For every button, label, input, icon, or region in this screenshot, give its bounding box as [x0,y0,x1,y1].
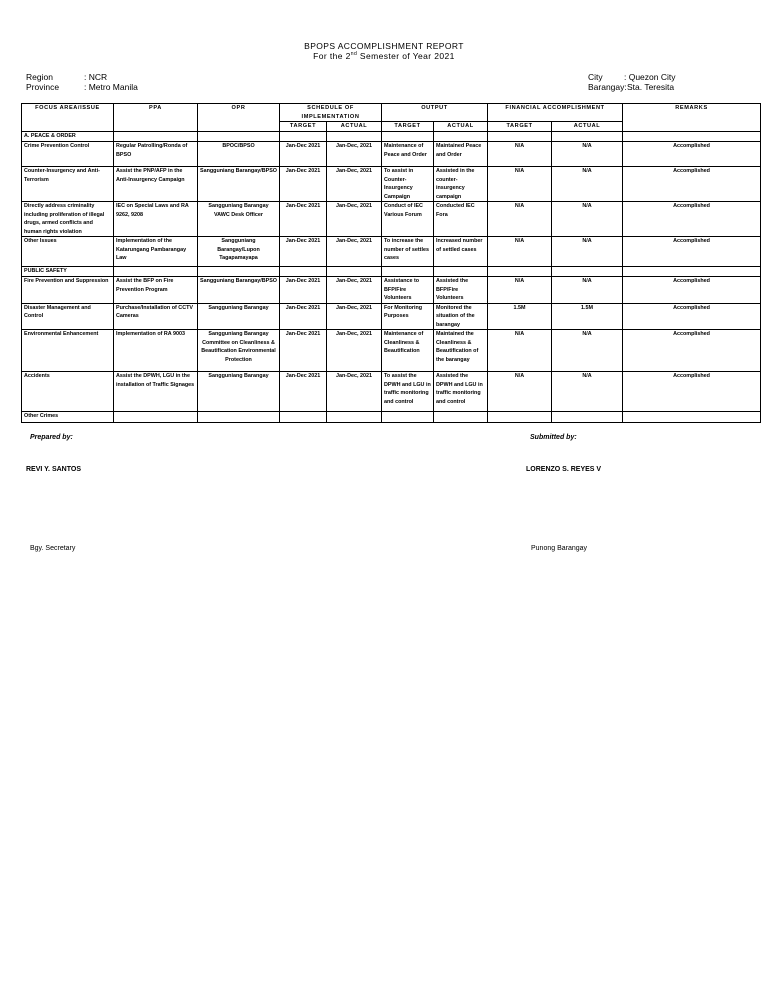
submitted-by-label: Submitted by: [530,434,577,441]
schedule-actual-cell: Jan-Dec, 2021 [327,167,382,202]
focus-cell: Fire Prevention and Suppression [22,277,114,304]
section-row-safety [22,267,761,277]
ppa-cell: Purchase/Installation of CCTV Cameras [114,303,198,330]
financial-actual-cell: N/A [552,202,623,237]
remarks-cell: Accomplished [623,277,761,304]
table-row [22,303,761,330]
financial-target-cell: 1.5M [488,303,552,330]
financial-target-cell: N/A [488,167,552,202]
accomplishment-table [21,103,761,423]
financial-target-cell [488,412,552,423]
table-row [22,167,761,202]
remarks-cell: Accomplished [623,142,761,167]
table-row [22,202,761,237]
ppa-cell: Regular Patrolling/Ronda of BPSO [114,142,198,167]
schedule-actual-cell [327,412,382,423]
output-actual-cell: Monitored the situation of the barangay [434,303,488,330]
schedule-actual-cell: Jan-Dec, 2021 [327,277,382,304]
financial-actual-cell: N/A [552,372,623,412]
opr-cell: Sangguniang Barangay VAWC Desk Officer [198,202,280,237]
output-actual-cell: Maintained Peace and Order [434,142,488,167]
financial-target-cell: N/A [488,237,552,267]
financial-target-cell: N/A [488,202,552,237]
header-remarks: REMARKS [623,104,761,132]
prepared-name: REVI Y. SANTOS [26,466,81,473]
schedule-actual-cell: Jan-Dec, 2021 [327,142,382,167]
region-value: : NCR [84,72,108,82]
barangay-field [588,82,674,92]
remarks-cell: Accomplished [623,167,761,202]
header-opr: OPR [198,104,280,132]
section-row-peace [22,132,761,142]
output-target-cell: For Monitoring Purposes [382,303,434,330]
opr-cell: Sangguniang Barangay/BPSO [198,277,280,304]
barangay-label: Barangay: [588,82,627,92]
output-actual-cell: Assisted the BFP/Fire Volunteers [434,277,488,304]
financial-actual-cell: N/A [552,277,623,304]
financial-target-cell: N/A [488,372,552,412]
schedule-target-cell: Jan-Dec 2021 [280,330,327,372]
opr-cell: Sangguniang Barangay/Lupon Tagapamayapa [198,237,280,267]
remarks-cell: Accomplished [623,372,761,412]
schedule-target-cell: Jan-Dec 2021 [280,372,327,412]
header-output-target: TARGET [382,122,434,132]
focus-cell: Accidents [22,372,114,412]
table-row [22,412,761,423]
opr-cell: Sangguniang Barangay [198,372,280,412]
remarks-cell: Accomplished [623,202,761,237]
output-actual-cell: Conducted IEC Fora [434,202,488,237]
schedule-target-cell: Jan-Dec 2021 [280,303,327,330]
financial-actual-cell: 1.5M [552,303,623,330]
focus-cell: Other Crimes [22,412,114,423]
output-actual-cell [434,412,488,423]
table-row [22,142,761,167]
city-value: : Quezon City [624,72,676,82]
ppa-cell: Assist the BFP on Fire Prevention Program [114,277,198,304]
header-output: OUTPUT [382,104,488,122]
header-financial-target: TARGET [488,122,552,132]
financial-actual-cell [552,412,623,423]
ppa-cell [114,412,198,423]
output-actual-cell: Increased number of settled cases [434,237,488,267]
schedule-actual-cell: Jan-Dec, 2021 [327,303,382,330]
report-subtitle: For the 2nd Semester of Year 2021 [313,51,455,61]
focus-cell: Directly address criminality including proliferation of illegal drugs, armed conflicts and human rights violation [22,202,114,237]
focus-cell: Other Issues [22,237,114,267]
remarks-cell: Accomplished [623,303,761,330]
schedule-target-cell: Jan-Dec 2021 [280,202,327,237]
province-field [26,82,138,92]
barangay-value: Sta. Teresita [627,82,675,92]
schedule-target-cell: Jan-Dec 2021 [280,142,327,167]
section-peace-label: A. PEACE & ORDER [22,132,114,142]
opr-cell: Sangguniang Barangay/BPSO [198,167,280,202]
focus-cell: Environmental Enhancement [22,330,114,372]
remarks-cell: Accomplished [623,330,761,372]
output-target-cell: Assistance to BFP/Fire Volunteers [382,277,434,304]
submitted-name: LORENZO S. REYES V [526,466,602,473]
region-field [26,72,107,82]
output-actual-cell: Maintained the Cleanliness & Beautification of the barangay [434,330,488,372]
table-row [22,372,761,412]
schedule-actual-cell: Jan-Dec, 2021 [327,372,382,412]
output-target-cell: Maintenance of Peace and Order [382,142,434,167]
financial-target-cell: N/A [488,142,552,167]
focus-cell: Counter-Insurgency and Anti-Terrorism [22,167,114,202]
output-target-cell: To increase the number of settles cases [382,237,434,267]
output-target-cell [382,412,434,423]
header-ppa: PPA [114,104,198,132]
opr-cell [198,412,280,423]
report-title: BPOPS ACCOMPLISHMENT REPORT [304,41,464,51]
header-schedule-actual: ACTUAL [327,122,382,132]
ppa-cell: Assist the DPWH, LGU in the installation of Traffic Signages [114,372,198,412]
ppa-cell: Assist the PNP/AFP in the Anti-Insurgency Campaign [114,167,198,202]
financial-actual-cell: N/A [552,330,623,372]
remarks-cell: Accomplished [623,237,761,267]
city-label: City [588,72,603,82]
financial-actual-cell: N/A [552,142,623,167]
header-financial-actual: ACTUAL [552,122,623,132]
output-target-cell: To assist in Counter-Insurgency Campaign [382,167,434,202]
output-target-cell: Conduct of IEC Various Forum [382,202,434,237]
opr-cell: Sangguniang Barangay Committee on Cleanliness & Beautification Environmental Protection [198,330,280,372]
province-value: : Metro Manila [84,82,138,92]
opr-cell: BPOC/BPSO [198,142,280,167]
schedule-target-cell: Jan-Dec 2021 [280,277,327,304]
table-row [22,277,761,304]
remarks-cell [623,412,761,423]
header-schedule: SCHEDULE OF IMPLEMENTATION [280,104,382,122]
financial-actual-cell: N/A [552,237,623,267]
schedule-target-cell [280,412,327,423]
focus-cell: Disaster Management and Control [22,303,114,330]
province-label: Province [26,82,60,92]
output-actual-cell: Assisted the DPWH and LGU in traffic monitoring and control [434,372,488,412]
focus-cell: Crime Prevention Control [22,142,114,167]
schedule-actual-cell: Jan-Dec, 2021 [327,330,382,372]
prepared-by-label: Prepared by: [30,434,73,441]
ppa-cell: IEC on Special Laws and RA 9262, 9208 [114,202,198,237]
table-row [22,330,761,372]
ppa-cell: Implementation of the Katarungang Pambarangay Law [114,237,198,267]
city-field [588,72,676,82]
output-target-cell: To assist the DPWH and LGU in traffic monitoring and control [382,372,434,412]
submitted-title: Punong Barangay [531,545,588,552]
header-output-actual: ACTUAL [434,122,488,132]
header-focus: FOCUS AREA/ISSUE [22,104,114,132]
output-actual-cell: Assisted in the counter-insurgency campaign [434,167,488,202]
schedule-target-cell: Jan-Dec 2021 [280,237,327,267]
schedule-target-cell: Jan-Dec 2021 [280,167,327,202]
schedule-actual-cell: Jan-Dec, 2021 [327,237,382,267]
region-label: Region [26,72,53,82]
section-safety-label: PUBLIC SAFETY [22,267,114,277]
output-target-cell: Maintenance of Cleanliness & Beautification [382,330,434,372]
table-row [22,237,761,267]
financial-target-cell: N/A [488,277,552,304]
schedule-actual-cell: Jan-Dec, 2021 [327,202,382,237]
opr-cell: Sangguniang Barangay [198,303,280,330]
header-financial: FINANCIAL ACCOMPLISHMENT [488,104,623,122]
ppa-cell: Implementation of RA 9003 [114,330,198,372]
financial-target-cell: N/A [488,330,552,372]
prepared-title: Bgy. Secretary [30,545,76,552]
header-schedule-target: TARGET [280,122,327,132]
financial-actual-cell: N/A [552,167,623,202]
